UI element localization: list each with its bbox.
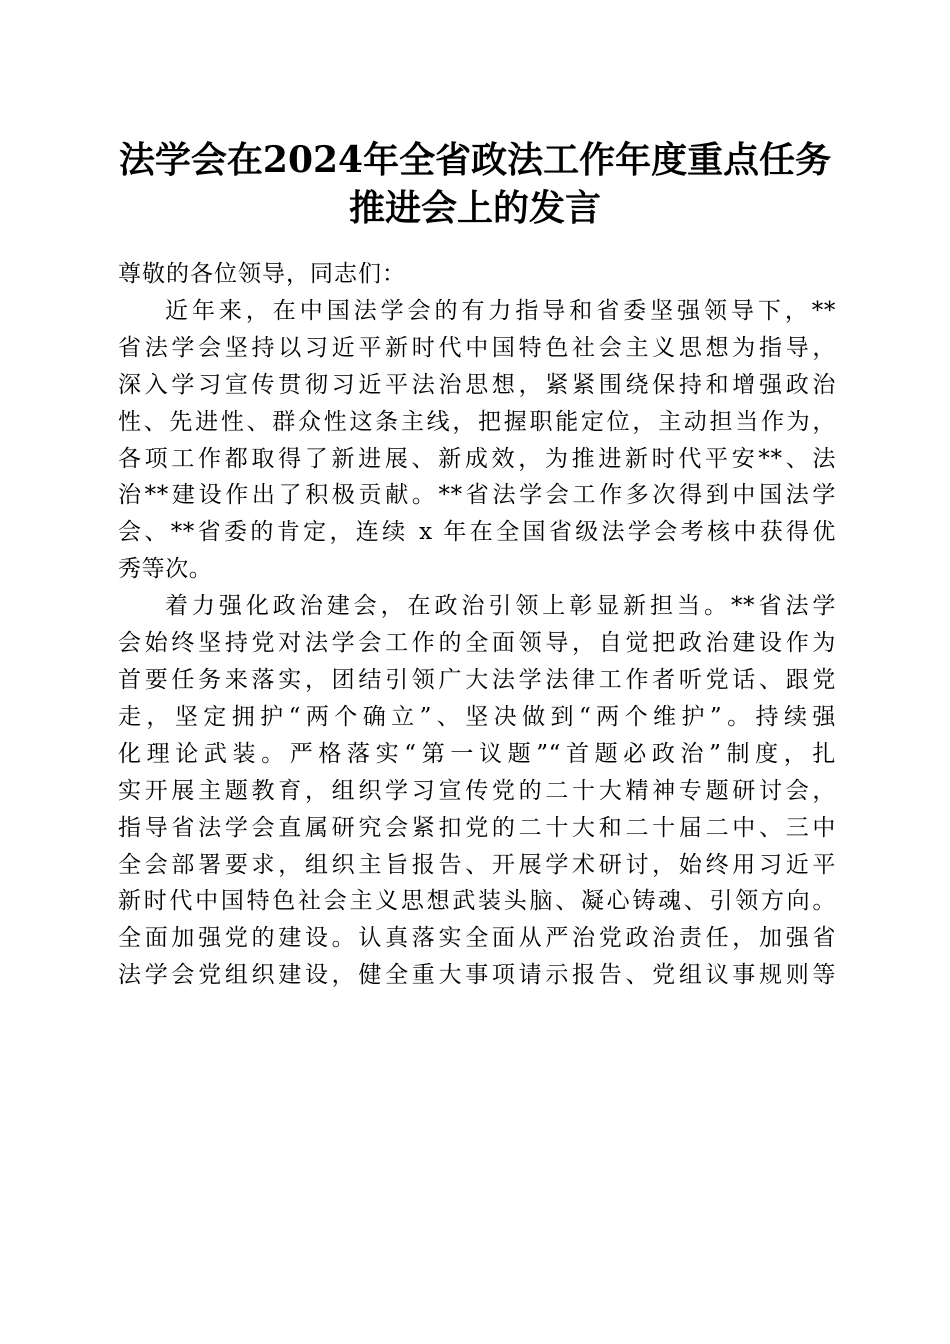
paragraph-2 [118, 588, 836, 994]
paragraph-line: 全面加强党的建设。认真落实全面从严治党政治责任，加强省 [118, 925, 836, 952]
salutation: 尊敬的各位领导，同志们： [118, 261, 406, 287]
paragraph-line: 全会部署要求，组织主旨报告、开展学术研讨，始终用习近平 [118, 851, 836, 878]
paragraph-line: 指导省法学会直属研究会紧扣党的二十大和二十届二中、三中 [118, 814, 836, 841]
paragraph-line: 走，坚定拥护“两个确立”、坚决做到“两个维护”。持续强 [118, 703, 836, 730]
paragraph-line: 着力强化政治建会，在政治引领上彰显新担当。**省法学 [165, 593, 836, 620]
paragraph-line: 各项工作都取得了新进展、新成效，为推进新时代平安**、法 [118, 445, 836, 472]
title-line-2: 推进会上的发言 [348, 187, 601, 229]
paragraph-line: 省法学会坚持以习近平新时代中国特色社会主义思想为指导， [118, 334, 836, 361]
paragraph-line: 会始终坚持党对法学会工作的全面领导，自觉把政治建设作为 [118, 630, 836, 657]
paragraph-line: 近年来，在中国法学会的有力指导和省委坚强领导下，** [165, 297, 836, 324]
document-title [100, 136, 850, 232]
paragraph-line: 化理论武装。严格落实“第一议题”“首题必政治”制度，扎 [118, 740, 836, 767]
paragraph-line: 首要任务来落实，团结引领广大法学法律工作者听党话、跟党 [118, 666, 836, 693]
paragraph-line: 秀等次。 [118, 556, 213, 583]
paragraph-line: 治**建设作出了积极贡献。**省法学会工作多次得到中国法学 [118, 482, 836, 509]
paragraph-line: 新时代中国特色社会主义思想武装头脑、凝心铸魂、引领方向。 [118, 888, 836, 915]
paragraph-line: 会、**省委的肯定，连续 x 年在全国省级法学会考核中获得优 [118, 519, 836, 546]
paragraph-line: 法学会党组织建设，健全重大事项请示报告、党组议事规则等 [118, 962, 836, 989]
paragraph-line: 性、先进性、群众性这条主线，把握职能定位，主动担当作为， [118, 408, 836, 435]
paragraph-line: 深入学习宣传贯彻习近平法治思想，紧紧围绕保持和增强政治 [118, 371, 836, 398]
paragraph-1 [118, 293, 836, 588]
document-body [118, 256, 836, 994]
paragraph-line: 实开展主题教育，组织学习宣传党的二十大精神专题研讨会， [118, 777, 836, 804]
title-line-1: 法学会在2024年全省政法工作年度重点任务 [118, 139, 832, 181]
